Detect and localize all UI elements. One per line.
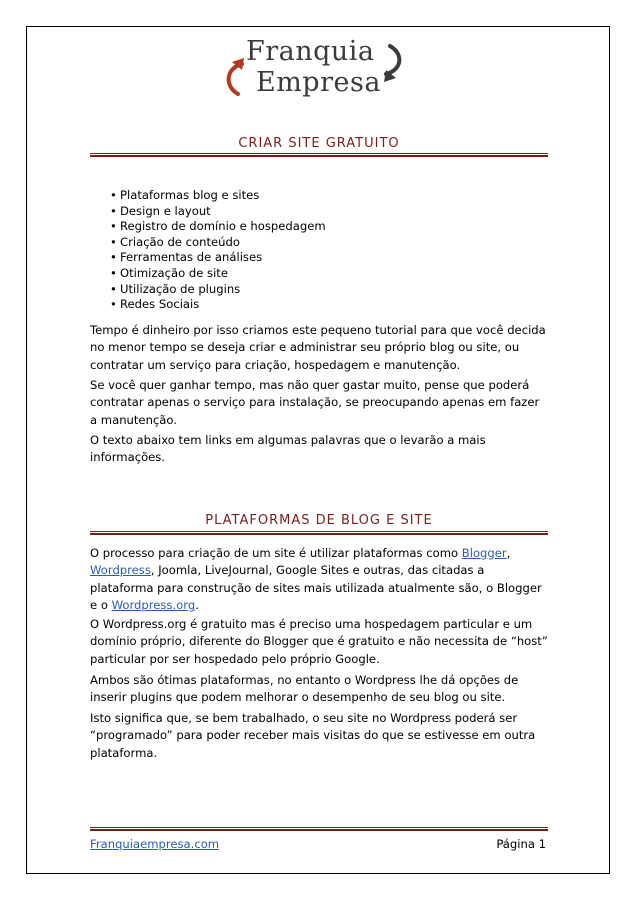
topics-bullet-list: [90, 188, 326, 313]
list-item: • Otimização de site: [110, 265, 228, 280]
wordpress-org-link[interactable]: Wordpress.org: [111, 598, 196, 613]
footer-site-link[interactable]: Franquiaempresa.com: [90, 837, 220, 851]
list-item: • Criação de conteúdo: [110, 234, 240, 249]
bullet-icon: •: [110, 203, 117, 218]
intro-paragraph-1: Tempo é dinheiro por isso criamos este pequeno tutorial para que você decida no menor tempo se deseja criar e administrar seu próprio blog ou site, ou contratar um serviço para criação, hospedagem e manutenção.: [90, 323, 546, 372]
list-item: • Redes Sociais: [110, 297, 200, 312]
list-item: • Utilização de plugins: [110, 281, 241, 296]
intro-paragraph-2: Se você quer ganhar tempo, mas não quer gastar muito, pense que poderá contratar apenas o serviço para instalação, se preocupando apenas em fazer a manutenção.: [90, 378, 540, 427]
heading-divider: [90, 531, 548, 535]
logo-text-franquia: Franquia: [246, 36, 375, 67]
platforms-paragraph-2: O Wordpress.org é gratuito mas é preciso uma hospedagem particular e um domínio próprio, diferente do Blogger que é gratuito e não necessita de “host” particular por ser hospedado pelo próprio Google.: [90, 617, 548, 666]
bullet-icon: •: [110, 250, 117, 265]
bullet-icon: •: [110, 297, 117, 312]
bullet-icon: •: [110, 265, 117, 280]
footer-page-number: Página 1: [496, 837, 546, 851]
blogger-link[interactable]: Blogger: [461, 546, 507, 560]
bullet-icon: •: [110, 219, 117, 234]
wordpress-link[interactable]: Wordpress: [90, 563, 151, 578]
section-heading-plataformas: PLATAFORMAS DE BLOG E SITE: [205, 513, 433, 528]
list-item: • Plataformas blog e sites: [110, 188, 260, 202]
list-item: • Registro de domínio e hospedagem: [110, 219, 326, 234]
footer-divider: [90, 827, 548, 831]
heading-divider: [90, 153, 548, 157]
logo-text-empresa: Empresa: [256, 67, 381, 98]
bullet-icon: •: [110, 188, 117, 202]
list-item: • Design e layout: [110, 203, 211, 218]
platforms-paragraph-3: Ambos são ótimas plataformas, no entanto o Wordpress lhe dá opções de inserir plugins que podem melhorar o desempenho de seu blog ou site.: [90, 673, 519, 705]
bullet-icon: •: [110, 281, 117, 296]
section-heading-criar-site: CRIAR SITE GRATUITO: [238, 136, 400, 151]
platforms-paragraph-4: Isto significa que, se bem trabalhado, o seu site no Wordpress poderá ser “programado” para poder receber mais visitas do que se estivesse em outra plataforma.: [90, 711, 536, 760]
bullet-icon: •: [110, 234, 117, 249]
intro-paragraph-3: O texto abaixo tem links em algumas palavras que o levarão a mais informações.: [90, 433, 486, 465]
franquia-empresa-logo: [218, 34, 418, 106]
platforms-paragraph-1: O processo para criação de um site é utilizar plataformas como Blogger, Wordpress, Joomla, LiveJournal, Google Sites e outras, das citadas a plataforma para construção de sites mais utilizada atualmente são, o Blogger e o Wordpress.org.: [90, 546, 542, 613]
list-item: • Ferramentas de análises: [110, 250, 263, 265]
